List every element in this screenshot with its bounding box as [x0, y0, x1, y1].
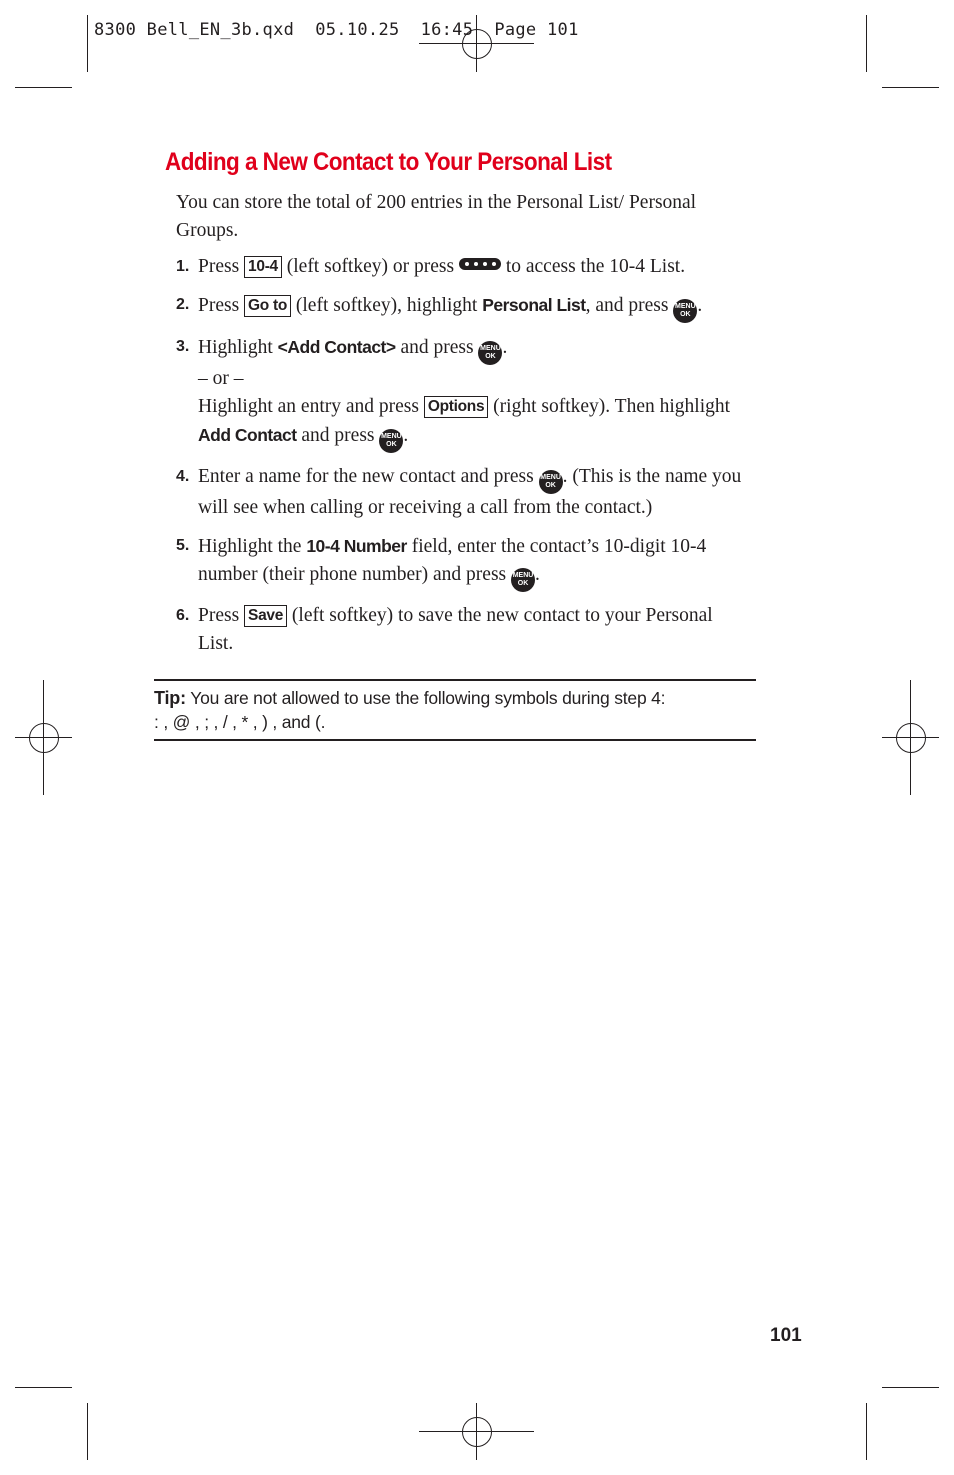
step-number: 6. — [176, 607, 190, 624]
or-separator: – or – — [198, 368, 244, 389]
file-slug: 8300 Bell_EN_3b.qxd 05.10.25 16:45 Page 101 — [94, 20, 579, 40]
menu-ok-icon — [478, 341, 502, 365]
softkey-10-4: 10-4 — [244, 256, 282, 278]
step-text: (left softkey) or press — [286, 256, 455, 277]
softkey-options: Options — [424, 396, 488, 418]
registration-circle — [29, 723, 59, 753]
step-text: and press — [400, 337, 474, 358]
crop-mark — [87, 1403, 88, 1460]
step-number: 2. — [176, 296, 190, 313]
step-text: Press — [198, 256, 240, 277]
step-text: Highlight the — [198, 536, 302, 557]
step-text: (left softkey), highlight — [295, 295, 478, 316]
step-text: to access the 10-4 List. — [505, 256, 686, 277]
menu-ok-icon — [539, 470, 563, 494]
crop-mark — [882, 87, 939, 88]
softkey-save: Save — [244, 605, 287, 627]
page-title: Adding a New Contact to Your Personal List — [165, 148, 612, 176]
nav-key-icon — [459, 258, 501, 270]
step-number: 4. — [176, 468, 190, 485]
step-number: 1. — [176, 258, 190, 275]
step-5 — [176, 532, 746, 592]
step-6 — [176, 602, 746, 658]
step-text: . — [697, 295, 703, 316]
menu-icon-label: MENU — [480, 345, 501, 352]
menu-icon-label: OK — [680, 311, 691, 318]
menu-icon-label: MENU — [540, 474, 561, 481]
registration-circle — [462, 1417, 492, 1447]
tip-symbols: : , @ , ; , / , * , ) , and (. — [154, 712, 326, 732]
step-text: Highlight — [198, 337, 273, 358]
menu-ok-icon — [511, 568, 535, 592]
step-text: Press — [198, 295, 240, 316]
crop-mark — [15, 1387, 72, 1388]
menu-term: Personal List — [482, 295, 586, 315]
step-text: field, enter the contact’s 10-digit 10-4 number (their phone number) and press — [198, 536, 707, 585]
intro-paragraph: You can store the total of 200 entries in the Personal List/ Personal Groups. — [176, 192, 697, 241]
step-number: 5. — [176, 537, 190, 554]
softkey-go-to: Go to — [244, 295, 291, 317]
step-text: (left softkey) to save the new contact to your Personal List. — [198, 605, 713, 654]
menu-icon-label: MENU — [512, 572, 534, 579]
step-text: Press — [198, 605, 240, 626]
step-number: 3. — [176, 338, 190, 355]
crop-mark — [15, 87, 72, 88]
step-text: Enter a name for the new contact and press — [198, 466, 534, 487]
menu-ok-icon — [673, 299, 697, 323]
step-text: . — [535, 564, 540, 585]
menu-icon-label: MENU — [381, 433, 402, 440]
menu-icon-label: MENU — [675, 303, 696, 310]
step-1 — [176, 253, 746, 281]
step-text: , and press — [585, 295, 669, 316]
step-list — [176, 253, 746, 668]
menu-term: Add Contact — [198, 425, 297, 445]
tip-label: Tip: — [154, 688, 186, 708]
crop-mark — [882, 1387, 939, 1388]
menu-icon-label: OK — [517, 580, 529, 587]
step-text: Highlight an entry and press — [198, 396, 419, 417]
menu-ok-icon — [379, 429, 403, 453]
crop-mark — [866, 1403, 867, 1460]
tip-text: You are not allowed to use the following symbols during step 4: — [190, 688, 666, 708]
page-number: 101 — [770, 1325, 802, 1346]
step-text: . — [502, 337, 508, 358]
menu-term: <Add Contact> — [277, 337, 396, 357]
step-text: . (This is the name you will see when calling or receiving a call from the contact.) — [198, 466, 742, 518]
menu-icon-label: OK — [485, 353, 496, 360]
tip-box — [154, 679, 756, 741]
step-3 — [176, 333, 746, 453]
crop-mark — [87, 15, 88, 72]
step-text: (right softkey). Then highlight — [493, 396, 731, 417]
crop-mark — [866, 15, 867, 72]
step-2 — [176, 291, 746, 323]
menu-icon-label: OK — [545, 482, 556, 489]
step-4 — [176, 463, 746, 522]
menu-icon-label: OK — [386, 441, 397, 448]
registration-circle — [896, 723, 926, 753]
step-text: . — [403, 425, 409, 446]
field-term: 10-4 Number — [306, 536, 407, 556]
step-text: and press — [301, 425, 375, 446]
